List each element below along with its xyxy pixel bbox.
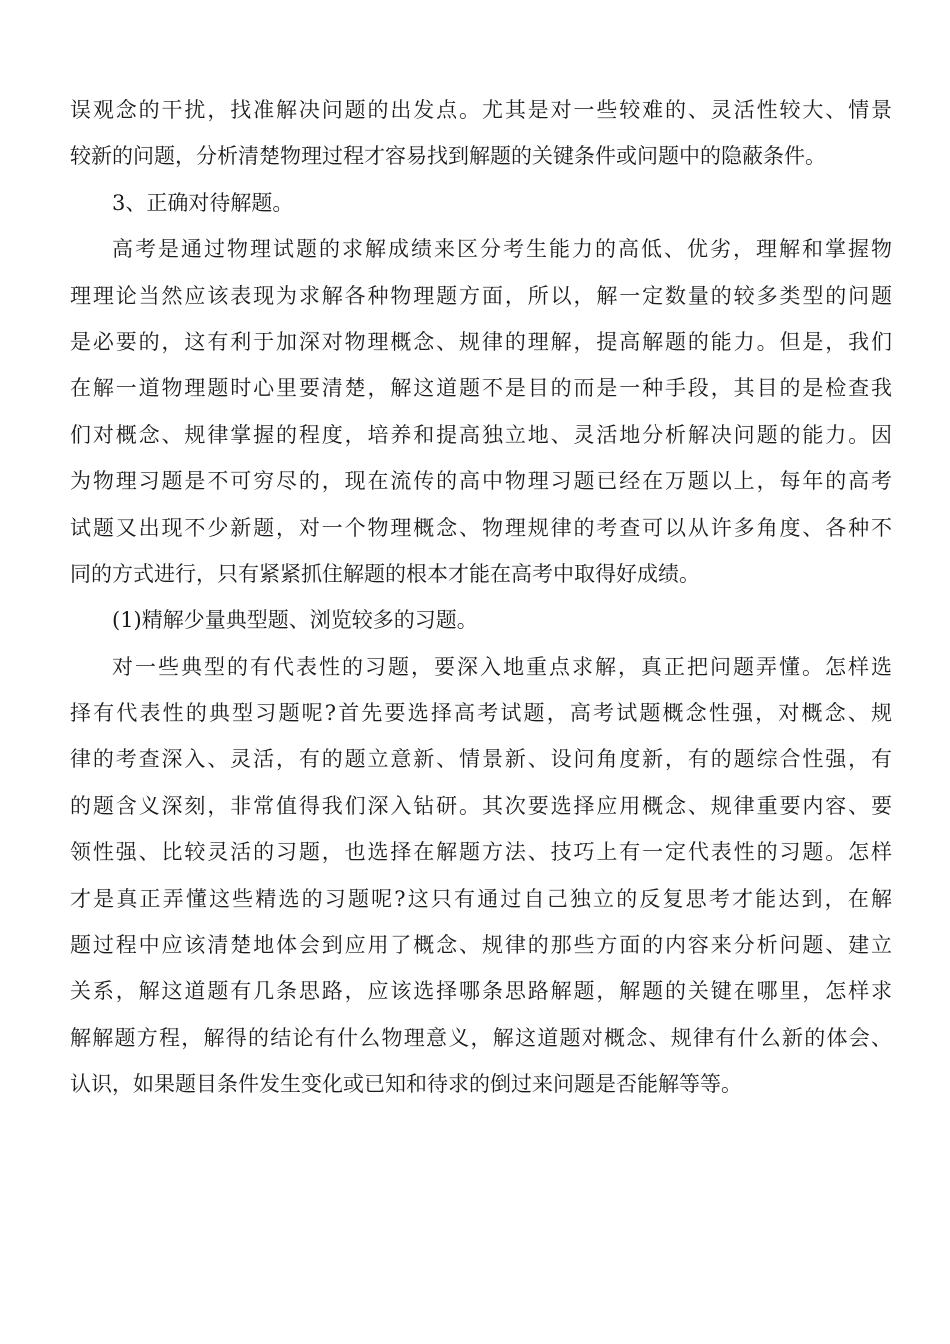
- text-line-5: 理理论当然应该表现为求解各种物理题方面，所以，解一定数量的较多类型的问题: [70, 283, 892, 308]
- text-line-22: 认识，如果题目条件发生变化或已知和待求的倒过来问题是否能解等等。: [70, 1072, 742, 1097]
- text-line-8: 们对概念、规律掌握的程度，培养和提高独立地、灵活地分析解决问题的能力。因: [70, 422, 892, 447]
- section-heading: 3、正确对待解题。: [112, 190, 294, 215]
- text-line-20: 关系，解这道题有几条思路，应该选择哪条思路解题，解题的关键在哪里，怎样求: [70, 979, 892, 1004]
- text-line-4: 高考是通过物理试题的求解成绩来区分考生能力的高低、优劣，理解和掌握物: [112, 237, 892, 262]
- text-line-7: 在解一道物理题时心里要清楚，解这道题不是目的而是一种手段，其目的是检查我: [70, 376, 892, 401]
- text-line-21: 解解题方程，解得的结论有什么物理意义，解这道题对概念、规律有什么新的体会、: [70, 1025, 892, 1050]
- document-page: [70, 87, 892, 1108]
- subsection-heading: (1)精解少量典型题、浏览较多的习题。: [112, 608, 478, 633]
- text-line-6: 是必要的，这有利于加深对物理概念、规律的理解，提高解题的能力。但是，我们: [70, 329, 892, 354]
- text-line-15: 律的考查深入、灵活，有的题立意新、情景新、设问角度新，有的题综合性强，有: [70, 747, 892, 772]
- text-line-1: 误观念的干扰，找准解决问题的出发点。尤其是对一些较难的、灵活性较大、情景: [70, 98, 892, 122]
- text-line-11: 同的方式进行，只有紧紧抓住解题的根本才能在高考中取得好成绩。: [70, 561, 700, 586]
- text-line-17: 领性强、比较灵活的习题，也选择在解题方法、技巧上有一定代表性的习题。怎样: [70, 840, 892, 865]
- text-line-14: 择有代表性的典型习题呢?首先要选择高考试题，高考试题概念性强，对概念、规: [70, 701, 892, 726]
- text-line-9: 为物理习题是不可穷尽的，现在流传的高中物理习题已经在万题以上，每年的高考: [70, 469, 892, 494]
- text-line-2: 较新的问题，分析清楚物理过程才容易找到解题的关键条件或问题中的隐蔽条件。: [70, 144, 826, 169]
- text-line-18: 才是真正弄懂这些精选的习题呢?这只有通过自己独立的反复思考才能达到，在解: [70, 886, 892, 911]
- text-line-19: 题过程中应该清楚地体会到应用了概念、规律的那些方面的内容来分析问题、建立: [70, 933, 892, 958]
- text-line-13: 对一些典型的有代表性的习题，要深入地重点求解，真正把问题弄懂。怎样选: [112, 654, 892, 679]
- text-line-10: 试题又出现不少新题，对一个物理概念、物理规律的考查可以从许多角度、各种不: [70, 515, 892, 540]
- text-line-16: 的题含义深刻，非常值得我们深入钻研。其次要选择应用概念、规律重要内容、要: [70, 793, 892, 818]
